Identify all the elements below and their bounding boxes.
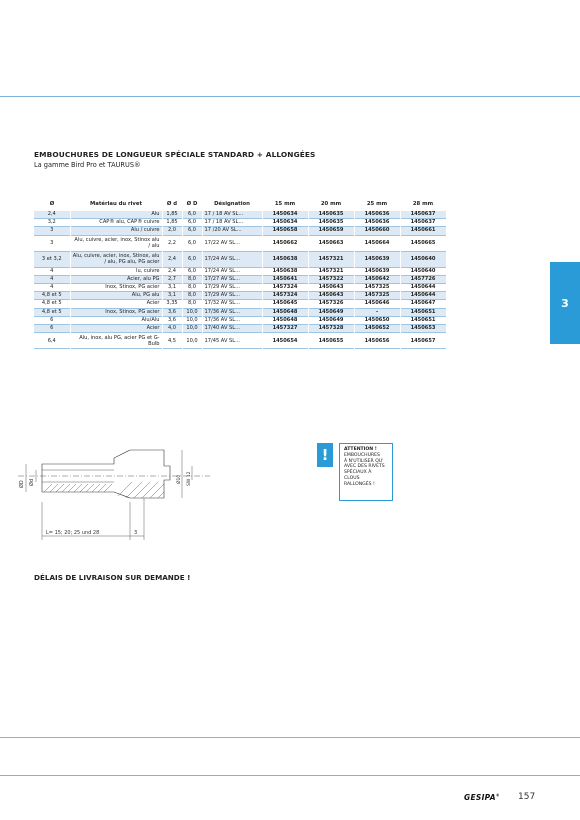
- table-cell: 1450640: [400, 251, 446, 267]
- table-cell: 1450635: [308, 219, 354, 227]
- table-cell: 17 / 18 AV SL...: [202, 211, 262, 219]
- table-cell: 1450649: [308, 308, 354, 316]
- bottom-rule-1: [0, 737, 580, 738]
- table-cell: Acier: [70, 300, 162, 308]
- table-cell: 17/29 AV SL...: [202, 284, 262, 292]
- table-cell: 4,0: [162, 325, 182, 333]
- table-cell: Alu, PG alu: [70, 292, 162, 300]
- table-cell: 2,0: [162, 227, 182, 235]
- table-cell: 8,0: [182, 300, 202, 308]
- product-table: [34, 197, 447, 349]
- warning-line: À N'UTILISER QU': [344, 458, 384, 464]
- table-cell: Alu, cuivre, acier, inox, Stinox, alu / alu, PG alu, PG acier: [70, 251, 162, 267]
- table-cell: 17/22 AV SL...: [202, 235, 262, 251]
- col-header: Ø d: [166, 201, 178, 207]
- table-cell: 17/45 AV SL...: [202, 333, 262, 349]
- table-cell: 3: [34, 227, 70, 235]
- table-cell: 1450638: [262, 251, 308, 267]
- warning-line: SPÉCIAUX À CLOUS: [344, 470, 372, 481]
- table-cell: 1450638: [262, 267, 308, 275]
- table-cell: 6: [34, 316, 70, 324]
- table-cell: 17/40 AV SL...: [202, 325, 262, 333]
- table-cell: 17/24 AV SL...: [202, 251, 262, 267]
- warning-text: [339, 443, 393, 501]
- table-cell: 3: [34, 235, 70, 251]
- table-cell: Alu/Alu: [70, 316, 162, 324]
- top-rule: [0, 96, 580, 97]
- table-cell: 10,0: [182, 325, 202, 333]
- table-cell: 17/32 AV SL...: [202, 300, 262, 308]
- table-cell: 1450646: [354, 300, 400, 308]
- table-cell: 2,4: [162, 251, 182, 267]
- table-cell: 1450639: [354, 251, 400, 267]
- table-row: [34, 333, 446, 349]
- table-cell: 1450659: [308, 227, 354, 235]
- table-cell: Alu, inox, alu PG, acier PG et G-Bulb: [70, 333, 162, 349]
- table-cell: 3 et 3,2: [34, 251, 70, 267]
- table-cell: 1450641: [262, 275, 308, 283]
- table-cell: 8,0: [182, 292, 202, 300]
- table-cell: 1457327: [262, 325, 308, 333]
- table-cell: 1450652: [354, 325, 400, 333]
- table-cell: 2,7: [162, 275, 182, 283]
- table-cell: 2,4: [34, 211, 70, 219]
- table-cell: 2,4: [162, 267, 182, 275]
- table-cell: 1450637: [400, 211, 446, 219]
- table-cell: 17/36 AV SL...: [202, 316, 262, 324]
- table-cell: 3,6: [162, 308, 182, 316]
- warning-line: AVEC DES RIVETS: [344, 464, 385, 470]
- table-cell: 1450650: [354, 316, 400, 324]
- table-cell: 4: [34, 284, 70, 292]
- table-cell: 1450649: [308, 316, 354, 324]
- table-cell: 1450643: [308, 292, 354, 300]
- table-cell: 10,0: [182, 308, 202, 316]
- col-header: 28 mm: [412, 201, 434, 207]
- warning-line: EMBOUCHURES: [344, 452, 380, 458]
- dim-label-length: L= 15; 20; 25 und 28: [46, 530, 100, 536]
- table-cell: 6: [34, 325, 70, 333]
- table-cell: 1457321: [308, 251, 354, 267]
- table-cell: 6,0: [182, 219, 202, 227]
- col-header: Désignation: [214, 201, 250, 207]
- table-cell: 17 / 18 AV SL...: [202, 219, 262, 227]
- table-cell: 1450635: [308, 211, 354, 219]
- table-cell: 1450634: [262, 219, 308, 227]
- table-cell: 1457325: [354, 292, 400, 300]
- table-cell: 1457324: [262, 292, 308, 300]
- table-cell: 1450657: [400, 333, 446, 349]
- table-cell: 6,0: [182, 251, 202, 267]
- col-header: Matériau du rivet: [90, 201, 142, 207]
- table-cell: 1450634: [262, 211, 308, 219]
- table-cell: 1457321: [308, 267, 354, 275]
- table-cell: 3,35: [162, 300, 182, 308]
- table-cell: 6,0: [182, 227, 202, 235]
- chapter-tab[interactable]: 3: [550, 262, 580, 344]
- table-cell: 4,8 et 5: [34, 300, 70, 308]
- table-row: [34, 235, 446, 251]
- dim-label-D: ØD: [19, 480, 25, 488]
- bottom-rule-2: [0, 775, 580, 776]
- table-cell: 3,6: [162, 316, 182, 324]
- table-cell: 1457328: [308, 325, 354, 333]
- table-cell: Inox, Stinox, PG acier: [70, 284, 162, 292]
- table-cell: 1450661: [400, 227, 446, 235]
- table-cell: 6,0: [182, 235, 202, 251]
- col-header: Ø D: [186, 201, 198, 207]
- table-cell: 1450654: [262, 333, 308, 349]
- page-number: 157: [518, 792, 536, 802]
- nozzle-technical-drawing: [14, 436, 214, 548]
- col-header: 15 mm: [274, 201, 296, 207]
- table-cell: 1450664: [354, 235, 400, 251]
- table-cell: lu, cuivre: [70, 267, 162, 275]
- table-cell: 10,0: [182, 316, 202, 324]
- table-cell: 3,1: [162, 284, 182, 292]
- table-cell: 17/36 AV SL...: [202, 308, 262, 316]
- table-cell: 1450637: [400, 219, 446, 227]
- col-header: 25 mm: [366, 201, 388, 207]
- table-cell: 6,4: [34, 333, 70, 349]
- table-cell: 1450651: [400, 308, 446, 316]
- table-cell: 1450653: [400, 325, 446, 333]
- table-cell: 1457322: [308, 275, 354, 283]
- table-cell: 1450636: [354, 219, 400, 227]
- table-cell: 8,0: [182, 275, 202, 283]
- table-row: [34, 308, 446, 316]
- table-cell: 6,0: [182, 211, 202, 219]
- table-cell: 1450662: [262, 235, 308, 251]
- table-cell: Acier: [70, 325, 162, 333]
- col-header: Ø: [49, 201, 55, 207]
- table-cell: 1450636: [354, 211, 400, 219]
- table-row: [34, 292, 446, 300]
- dim-label-offset: 3: [134, 530, 138, 536]
- table-cell: 1450645: [262, 300, 308, 308]
- table-cell: 1,85: [162, 211, 182, 219]
- table-cell: 3,2: [34, 219, 70, 227]
- table-cell: 4: [34, 275, 70, 283]
- table-cell: 1450660: [354, 227, 400, 235]
- table-cell: 1450651: [400, 316, 446, 324]
- table-cell: 1450658: [262, 227, 308, 235]
- table-row: [34, 275, 446, 283]
- table-cell: 1450639: [354, 267, 400, 275]
- table-row: [34, 300, 446, 308]
- brand-mark: ®: [495, 793, 500, 798]
- table-row: [34, 211, 446, 219]
- table-cell: 1450648: [262, 316, 308, 324]
- table-cell: 1450643: [308, 284, 354, 292]
- section-title: EMBOUCHURES DE LONGUEUR SPÉCIALE STANDARD + ALLONGÉES: [34, 150, 316, 159]
- table-cell: 2,2: [162, 235, 182, 251]
- table-cell: 4,8 et 5: [34, 292, 70, 300]
- table-cell: 1450640: [400, 267, 446, 275]
- table-cell: Acier, alu PG: [70, 275, 162, 283]
- table-cell: 4,5: [162, 333, 182, 349]
- warning-line: RALLONGÉS !: [344, 481, 375, 487]
- brand-logo: [464, 793, 500, 802]
- dim-label-wrench: SW 12: [187, 471, 192, 486]
- table-cell: CAP® alu, CAP® cuivre: [70, 219, 162, 227]
- dim-label-d: Ød: [29, 478, 35, 486]
- table-cell: 1450648: [262, 308, 308, 316]
- table-row: [34, 316, 446, 324]
- table-cell: Alu / cuivre: [70, 227, 162, 235]
- table-cell: 3,1: [162, 292, 182, 300]
- table-row: [34, 325, 446, 333]
- table-cell: 1450644: [400, 292, 446, 300]
- table-row: [34, 251, 446, 267]
- table-cell: Alu, cuivre, acier, inox, Stinox alu / alu: [70, 235, 162, 251]
- table-cell: 17 /20 AV SL...: [202, 227, 262, 235]
- table-cell: 1457726: [400, 275, 446, 283]
- table-cell: 6,0: [182, 267, 202, 275]
- table-cell: 1450656: [354, 333, 400, 349]
- table-cell: 1457325: [354, 284, 400, 292]
- table-cell: 1450647: [400, 300, 446, 308]
- table-cell: 1450665: [400, 235, 446, 251]
- delivery-note: DÉLAIS DE LIVRAISON SUR DEMANDE !: [34, 573, 191, 582]
- table-cell: 4,8 et 5: [34, 308, 70, 316]
- exclamation-icon: !: [317, 443, 333, 467]
- table-row: [34, 267, 446, 275]
- dim-label-thread: Ø10: [177, 474, 182, 484]
- table-cell: 1457326: [308, 300, 354, 308]
- table-cell: 17/24 AV SL...: [202, 267, 262, 275]
- table-cell: 17/29 AV SL...: [202, 292, 262, 300]
- table-cell: 1450644: [400, 284, 446, 292]
- table-cell: 8,0: [182, 284, 202, 292]
- table-cell: Alu: [70, 211, 162, 219]
- col-header: 20 mm: [320, 201, 342, 207]
- table-cell: 1450655: [308, 333, 354, 349]
- table-cell: 1,85: [162, 219, 182, 227]
- table-cell: 4: [34, 267, 70, 275]
- table-row: [34, 284, 446, 292]
- table-cell: 17/27 AV SL...: [202, 275, 262, 283]
- table-cell: -: [354, 308, 400, 316]
- table-header-row: [34, 197, 446, 211]
- table-row: [34, 219, 446, 227]
- table-cell: 10,0: [182, 333, 202, 349]
- table-cell: Inox, Stinox, PG acier: [70, 308, 162, 316]
- table-row: [34, 227, 446, 235]
- section-subtitle: La gamme Bird Pro et TAURUS®: [34, 161, 141, 169]
- table-cell: 1450642: [354, 275, 400, 283]
- table-cell: 1457324: [262, 284, 308, 292]
- brand-name: GESIPA: [464, 793, 496, 802]
- warning-heading: ATTENTION !: [344, 447, 377, 452]
- table-cell: 1450663: [308, 235, 354, 251]
